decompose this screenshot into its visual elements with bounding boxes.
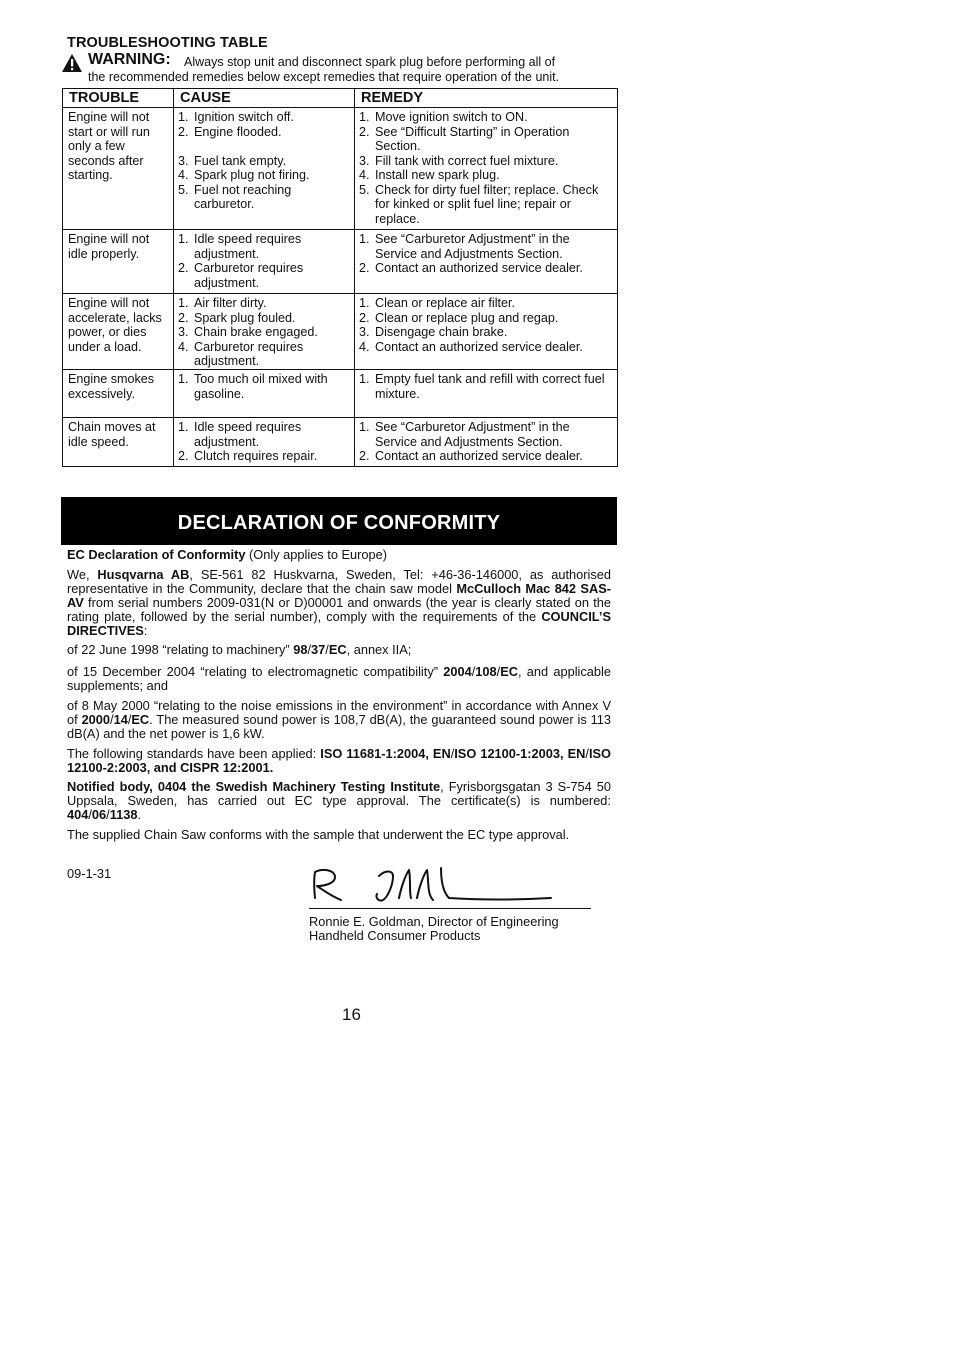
item-text: Idle speed requires adjustment. <box>194 232 302 261</box>
item-text: Chain brake engaged. <box>194 325 318 339</box>
remedy-item <box>359 154 615 169</box>
bold-text-run: ISO 12100-1:2003, EN <box>454 746 586 761</box>
bold-text-run: 1138 <box>109 807 138 822</box>
item-text: See “Carburetor Adjustment” in the Service and Adjustments Section. <box>375 232 570 261</box>
cause-item <box>178 372 352 401</box>
remedy-item <box>359 168 615 183</box>
declaration-paragraph-emc <box>67 665 611 693</box>
cause-cell <box>174 370 355 418</box>
remedy-item <box>359 420 615 449</box>
trouble-cell: Engine will not accelerate, lacks power, or dies under a load. <box>63 294 174 370</box>
trouble-cell: Engine smokes excessively. <box>63 370 174 418</box>
declaration-paragraph-conformity <box>67 828 611 842</box>
text-run: / <box>450 746 455 761</box>
item-text: Ignition switch off. <box>194 110 294 124</box>
text-run: We, <box>67 567 98 582</box>
trouble-cell: Engine will not start or will run only a few seconds after starting. <box>63 108 174 230</box>
item-number: 1. <box>359 110 370 124</box>
text-run: : <box>143 623 148 638</box>
bold-text-run: 37 <box>311 642 326 657</box>
remedy-item <box>359 449 615 464</box>
conformity-text: The supplied Chain Saw conforms with the sample that underwent the EC type approval. <box>67 827 570 842</box>
text-run: / <box>585 746 589 761</box>
text-run: of 15 December 2004 “relating to electromagnetic compatibility” <box>67 664 444 679</box>
text-run: / <box>325 642 329 657</box>
item-number: 2. <box>178 261 189 275</box>
declaration-heading <box>67 548 611 562</box>
item-text: Air filter dirty. <box>194 296 267 310</box>
warning-triangle-icon <box>61 53 83 73</box>
table-row <box>63 230 618 294</box>
item-number: 3. <box>178 153 189 168</box>
text-run: / <box>88 807 92 822</box>
item-number: 2. <box>359 310 370 325</box>
item-text: Carburetor requires adjustment. <box>194 261 304 290</box>
cause-item <box>178 183 352 212</box>
declaration-heading-bold: EC Declaration of Conformity <box>67 547 246 562</box>
text-run: The following standards have been applied: <box>67 746 321 761</box>
declaration-banner: DECLARATION OF CONFORMITY <box>61 497 617 545</box>
item-text: Spark plug fouled. <box>194 310 296 325</box>
item-number: 2. <box>359 261 370 275</box>
item-number: 1. <box>178 296 189 310</box>
bold-text-run: 108 <box>475 664 497 679</box>
item-number: 4. <box>178 168 189 182</box>
bold-text-run: 98 <box>293 642 308 657</box>
list-spacer <box>178 139 352 154</box>
declaration-paragraph-standards <box>67 747 611 775</box>
remedy-cell <box>355 370 618 418</box>
item-text: Check for dirty fuel filter; replace. Check for kinked or split fuel line; repair or replace. <box>375 182 599 226</box>
text-run: / <box>127 712 132 727</box>
table-row <box>63 418 618 467</box>
item-text: Move ignition switch to ON. <box>375 110 528 124</box>
text-run: , SE-561 82 Huskvarna, Sweden, Tel: +46-36-146000, as authorised representative in the Community, declare that the chain saw model <box>67 567 611 596</box>
cause-item <box>178 449 352 464</box>
text-run: . The measured sound power is 108,7 dB(A), the guaranteed sound power is 113 dB(A) and the net power is 1,6 kW. <box>67 712 611 741</box>
text-run: / <box>110 712 114 727</box>
item-number: 3. <box>359 325 370 339</box>
item-number: 1. <box>178 110 189 124</box>
declaration-paragraph-1 <box>67 568 611 638</box>
cause-item <box>178 232 352 261</box>
remedy-item <box>359 110 615 125</box>
item-text: Disengage chain brake. <box>375 325 508 339</box>
bold-text-run: COUNCIL’S DIRECTIVES <box>67 609 611 638</box>
cause-cell <box>174 108 355 230</box>
trouble-cell: Engine will not idle properly. <box>63 230 174 294</box>
signer-name-title: Ronnie E. Goldman, Director of Engineering <box>309 914 559 929</box>
item-number: 2. <box>178 124 189 139</box>
item-number: 5. <box>359 182 370 197</box>
text-run: / <box>307 642 312 657</box>
remedy-item <box>359 372 615 401</box>
remedy-item <box>359 340 615 355</box>
remedy-cell <box>355 294 618 370</box>
item-text: Install new spark plug. <box>375 168 500 182</box>
text-run: , Fyrisborgsgatan 3 S-754 50 Uppsala, Sweden, has carried out EC type approval. The certificate(s) is numbered: <box>67 779 612 808</box>
declaration-paragraph-noise <box>67 699 611 741</box>
signature-line <box>309 908 591 909</box>
item-number: 1. <box>359 372 370 386</box>
text-run: / <box>106 807 110 822</box>
table-row <box>63 370 618 418</box>
remedy-item <box>359 232 615 261</box>
bold-text-run: 2004 <box>443 664 472 679</box>
remedy-cell <box>355 230 618 294</box>
text-run: , annex IIA; <box>346 642 412 657</box>
item-text: Too much oil mixed with gasoline. <box>194 372 328 401</box>
item-number: 4. <box>359 168 370 182</box>
cause-item <box>178 311 352 326</box>
text-run: of 22 June 1998 “relating to machinery” <box>67 642 294 657</box>
remedy-item <box>359 261 615 276</box>
item-number: 1. <box>178 372 189 386</box>
item-text: Carburetor requires adjustment. <box>194 339 304 368</box>
page-number: 16 <box>342 1005 361 1024</box>
item-number: 4. <box>178 339 189 354</box>
signature-image <box>309 862 559 908</box>
item-text: Clean or replace air filter. <box>375 296 515 310</box>
item-text: Spark plug not firing. <box>194 168 310 182</box>
cause-cell <box>174 294 355 370</box>
item-number: 1. <box>178 232 189 246</box>
text-run: , and applicable supplements; and <box>67 664 611 693</box>
cause-item <box>178 325 352 340</box>
item-text: Engine flooded. <box>194 124 282 139</box>
item-text: See “Difficult Starting” in Operation Section. <box>375 124 570 153</box>
item-number: 3. <box>359 153 370 168</box>
declaration-paragraph-notified-body <box>67 780 611 822</box>
table-row <box>63 294 618 370</box>
item-text: See “Carburetor Adjustment” in the Service and Adjustments Section. <box>375 420 570 449</box>
bold-text-run: 2000 <box>81 712 111 727</box>
cause-item <box>178 125 352 140</box>
troubleshooting-table <box>62 88 618 467</box>
item-number: 2. <box>178 449 189 463</box>
bold-text-run: 14 <box>113 712 128 727</box>
bold-text-run: EC <box>131 712 150 727</box>
header-remedy: REMEDY <box>355 89 618 108</box>
trouble-cell: Chain moves at idle speed. <box>63 418 174 467</box>
item-text: Clean or replace plug and regap. <box>375 310 559 325</box>
declaration-paragraph-machinery <box>67 643 611 657</box>
bold-text-run: 404 <box>67 807 89 822</box>
declaration-heading-note: (Only applies to Europe) <box>245 547 388 562</box>
item-text: Clutch requires repair. <box>194 449 318 463</box>
bold-text-run: EC <box>328 642 347 657</box>
bold-text-run: Notified body, 0404 the Swedish Machinery Testing Institute <box>67 779 441 794</box>
cause-item <box>178 110 352 125</box>
item-text: Fuel not reaching carburetor. <box>194 182 292 211</box>
item-number: 2. <box>359 124 370 139</box>
item-number: 5. <box>178 182 189 197</box>
header-cause: CAUSE <box>174 89 355 108</box>
bold-text-run: ISO 11681-1:2004, EN <box>320 746 451 761</box>
cause-item <box>178 168 352 183</box>
bold-text-run: Husqvarna AB <box>97 567 190 582</box>
remedy-item <box>359 311 615 326</box>
bold-text-run: EC <box>500 664 518 679</box>
warning-label: WARNING: <box>88 51 171 68</box>
bold-text-run: ISO 12100-2:2003, and CISPR 12:2001. <box>67 746 611 775</box>
text-run: / <box>496 664 501 679</box>
item-text: Fill tank with correct fuel mixture. <box>375 153 559 168</box>
troubleshooting-title: TROUBLESHOOTING TABLE <box>67 35 268 51</box>
item-number: 1. <box>178 420 189 434</box>
text-run: . <box>137 807 142 822</box>
signer-department: Handheld Consumer Products <box>309 928 481 943</box>
item-number: 4. <box>359 339 370 354</box>
warning-text: Always stop unit and disconnect spark plug before performing all of <box>184 55 556 69</box>
item-text: Contact an authorized service dealer. <box>375 449 583 463</box>
item-text: Idle speed requires adjustment. <box>194 420 302 449</box>
bold-text-run: McCulloch Mac 842 SAS-AV <box>67 581 611 610</box>
table-row <box>63 108 618 230</box>
text-run: from serial numbers 2009-031(N or D)00001 and onwards (the year is clearly stated on the rating plate, followed by the serial number), comply with the requirements of the <box>67 595 611 624</box>
cause-item <box>178 340 352 369</box>
remedy-cell <box>355 108 618 230</box>
declaration-date: 09-1-31 <box>67 866 112 881</box>
cause-item <box>178 261 352 290</box>
cause-item <box>178 420 352 449</box>
text-run: of 8 May 2000 “relating to the noise emissions in the environment” in accordance with Annex V of <box>67 698 611 727</box>
remedy-cell <box>355 418 618 467</box>
remedy-item <box>359 325 615 340</box>
item-number: 3. <box>178 325 189 339</box>
bold-text-run: 06 <box>91 807 107 822</box>
item-number: 2. <box>178 310 189 325</box>
item-number: 2. <box>359 449 370 463</box>
header-trouble: TROUBLE <box>63 89 174 108</box>
remedy-item <box>359 125 615 154</box>
item-number: 1. <box>359 420 370 434</box>
warning-text-continued: the recommended remedies below except remedies that require operation of the unit. <box>88 70 560 84</box>
item-text: Empty fuel tank and refill with correct fuel mixture. <box>375 372 605 401</box>
cause-cell <box>174 418 355 467</box>
remedy-item <box>359 183 615 227</box>
remedy-item <box>359 296 615 311</box>
item-text: Fuel tank empty. <box>194 153 287 168</box>
item-number: 1. <box>359 232 370 246</box>
item-number: 1. <box>359 296 370 310</box>
item-text: Contact an authorized service dealer. <box>375 339 583 354</box>
cause-item <box>178 154 352 169</box>
cause-item <box>178 296 352 311</box>
item-text: Contact an authorized service dealer. <box>375 261 583 275</box>
cause-cell <box>174 230 355 294</box>
text-run: / <box>471 664 476 679</box>
